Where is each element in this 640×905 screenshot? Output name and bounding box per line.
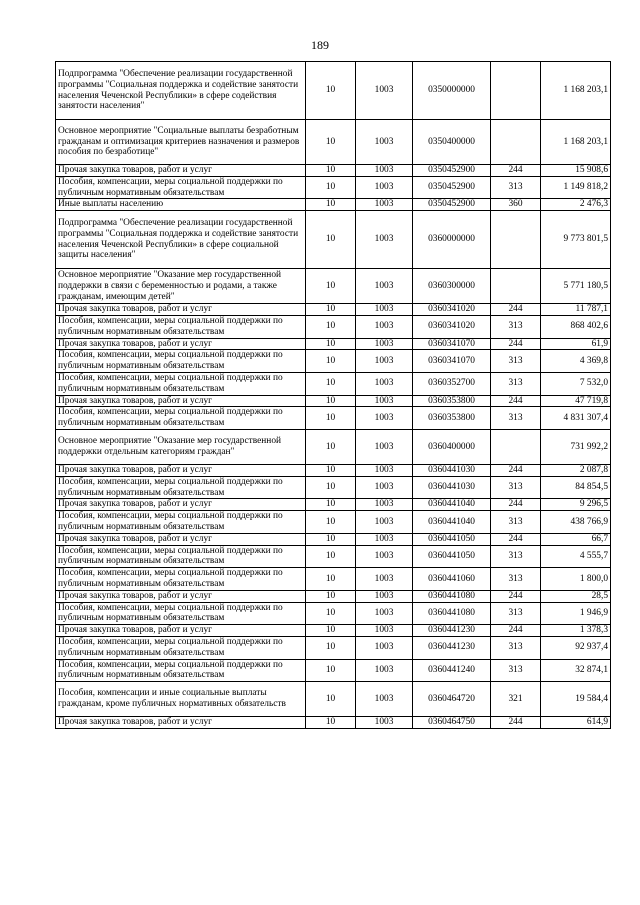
row-expense-type-cell: 244 [491, 338, 541, 350]
row-subsection-cell: 1003 [356, 395, 413, 407]
row-expense-type-cell: 313 [491, 602, 541, 625]
row-name-cell: Прочая закупка товаров, работ и услуг [56, 533, 306, 545]
row-subsection-cell: 1003 [356, 176, 413, 199]
row-subsection-cell: 1003 [356, 511, 413, 534]
row-section-cell: 10 [306, 476, 356, 499]
row-target-article-cell: 0360441230 [413, 625, 491, 637]
row-section-cell: 10 [306, 625, 356, 637]
row-target-article-cell: 0360441040 [413, 511, 491, 534]
row-target-article-cell: 0360341070 [413, 350, 491, 373]
row-amount-cell: 66,7 [541, 533, 611, 545]
row-amount-cell: 1 168 203,1 [541, 62, 611, 120]
row-target-article-cell: 0360464750 [413, 717, 491, 729]
row-section-cell: 10 [306, 545, 356, 568]
row-target-article-cell: 0360441080 [413, 602, 491, 625]
row-expense-type-cell: 360 [491, 199, 541, 211]
row-expense-type-cell [491, 120, 541, 165]
table-row [56, 211, 611, 269]
row-subsection-cell: 1003 [356, 476, 413, 499]
row-amount-cell: 15 908,6 [541, 165, 611, 177]
row-target-article-cell: 0350452900 [413, 176, 491, 199]
row-name-cell: Прочая закупка товаров, работ и услуг [56, 464, 306, 476]
row-section-cell: 10 [306, 464, 356, 476]
page-number: 189 [311, 38, 329, 52]
row-name-cell: Пособия, компенсации, меры социальной поддержки по публичным нормативным обязательствам [56, 176, 306, 199]
table-row [56, 476, 611, 499]
table-row [56, 407, 611, 430]
table-row [56, 533, 611, 545]
row-target-article-cell: 0350452900 [413, 165, 491, 177]
row-expense-type-cell [491, 62, 541, 120]
row-amount-cell: 92 937,4 [541, 636, 611, 659]
row-name-cell: Пособия, компенсации, меры социальной поддержки по публичным нормативным обязательствам [56, 602, 306, 625]
row-name-cell: Пособия, компенсации и иные социальные выплаты гражданам, кроме публичных нормативных обязательств [56, 682, 306, 717]
row-expense-type-cell: 313 [491, 545, 541, 568]
budget-table-body [56, 62, 611, 729]
row-name-cell: Прочая закупка товаров, работ и услуг [56, 499, 306, 511]
row-subsection-cell: 1003 [356, 545, 413, 568]
row-target-article-cell: 0350000000 [413, 62, 491, 120]
row-section-cell: 10 [306, 176, 356, 199]
row-amount-cell: 84 854,5 [541, 476, 611, 499]
row-subsection-cell: 1003 [356, 350, 413, 373]
row-target-article-cell: 0360353800 [413, 407, 491, 430]
row-subsection-cell: 1003 [356, 533, 413, 545]
row-section-cell: 10 [306, 338, 356, 350]
table-row [56, 372, 611, 395]
row-amount-cell: 47 719,8 [541, 395, 611, 407]
row-target-article-cell: 0360441230 [413, 636, 491, 659]
row-section-cell: 10 [306, 372, 356, 395]
row-amount-cell: 1 800,0 [541, 568, 611, 591]
row-section-cell: 10 [306, 590, 356, 602]
row-name-cell: Пособия, компенсации, меры социальной поддержки по публичным нормативным обязательствам [56, 372, 306, 395]
row-subsection-cell: 1003 [356, 165, 413, 177]
row-target-article-cell: 0360341020 [413, 315, 491, 338]
row-subsection-cell: 1003 [356, 717, 413, 729]
row-subsection-cell: 1003 [356, 602, 413, 625]
row-section-cell: 10 [306, 269, 356, 304]
row-target-article-cell: 0360400000 [413, 429, 491, 464]
row-target-article-cell: 0360441030 [413, 476, 491, 499]
row-amount-cell: 61,9 [541, 338, 611, 350]
row-name-cell: Пособия, компенсации, меры социальной поддержки по публичным нормативным обязательствам [56, 659, 306, 682]
row-amount-cell: 438 766,9 [541, 511, 611, 534]
table-row [56, 165, 611, 177]
row-section-cell: 10 [306, 407, 356, 430]
row-section-cell: 10 [306, 315, 356, 338]
row-section-cell: 10 [306, 659, 356, 682]
table-row [56, 315, 611, 338]
table-row [56, 120, 611, 165]
row-amount-cell: 2 087,8 [541, 464, 611, 476]
row-subsection-cell: 1003 [356, 407, 413, 430]
row-expense-type-cell: 313 [491, 568, 541, 591]
row-expense-type-cell: 244 [491, 464, 541, 476]
row-expense-type-cell: 244 [491, 499, 541, 511]
row-amount-cell: 1 946,9 [541, 602, 611, 625]
row-amount-cell: 868 402,6 [541, 315, 611, 338]
row-subsection-cell: 1003 [356, 338, 413, 350]
row-name-cell: Основное мероприятие "Оказание мер государственной поддержки отдельным категориям граждан" [56, 429, 306, 464]
row-amount-cell: 1 168 203,1 [541, 120, 611, 165]
row-target-article-cell: 0360441030 [413, 464, 491, 476]
row-subsection-cell: 1003 [356, 304, 413, 316]
row-section-cell: 10 [306, 211, 356, 269]
row-subsection-cell: 1003 [356, 120, 413, 165]
row-amount-cell: 19 584,4 [541, 682, 611, 717]
row-subsection-cell: 1003 [356, 590, 413, 602]
budget-table [55, 61, 611, 729]
row-expense-type-cell: 313 [491, 350, 541, 373]
row-section-cell: 10 [306, 199, 356, 211]
row-name-cell: Основное мероприятие "Социальные выплаты безработным гражданам и оптимизация критериев назначения и размеров пособия по безработице" [56, 120, 306, 165]
row-name-cell: Прочая закупка товаров, работ и услуг [56, 338, 306, 350]
row-amount-cell: 4 369,8 [541, 350, 611, 373]
row-expense-type-cell: 244 [491, 304, 541, 316]
table-row [56, 625, 611, 637]
row-expense-type-cell: 313 [491, 176, 541, 199]
table-row [56, 176, 611, 199]
row-expense-type-cell: 313 [491, 407, 541, 430]
row-target-article-cell: 0350452900 [413, 199, 491, 211]
table-row [56, 338, 611, 350]
row-expense-type-cell [491, 269, 541, 304]
row-target-article-cell: 0360000000 [413, 211, 491, 269]
row-name-cell: Пособия, компенсации, меры социальной поддержки по публичным нормативным обязательствам [56, 545, 306, 568]
row-name-cell: Иные выплаты населению [56, 199, 306, 211]
row-name-cell: Пособия, компенсации, меры социальной поддержки по публичным нормативным обязательствам [56, 476, 306, 499]
row-amount-cell: 614,9 [541, 717, 611, 729]
row-subsection-cell: 1003 [356, 315, 413, 338]
row-section-cell: 10 [306, 62, 356, 120]
row-target-article-cell: 0360441240 [413, 659, 491, 682]
row-amount-cell: 4 831 307,4 [541, 407, 611, 430]
row-expense-type-cell: 321 [491, 682, 541, 717]
table-row [56, 659, 611, 682]
row-subsection-cell: 1003 [356, 682, 413, 717]
row-name-cell: Прочая закупка товаров, работ и услуг [56, 717, 306, 729]
row-name-cell: Пособия, компенсации, меры социальной поддержки по публичным нормативным обязательствам [56, 568, 306, 591]
table-row [56, 395, 611, 407]
row-target-article-cell: 0360353800 [413, 395, 491, 407]
row-name-cell: Пособия, компенсации, меры социальной поддержки по публичным нормативным обязательствам [56, 636, 306, 659]
table-row [56, 304, 611, 316]
row-section-cell: 10 [306, 568, 356, 591]
row-section-cell: 10 [306, 304, 356, 316]
row-subsection-cell: 1003 [356, 429, 413, 464]
row-section-cell: 10 [306, 499, 356, 511]
row-name-cell: Прочая закупка товаров, работ и услуг [56, 625, 306, 637]
table-row [56, 568, 611, 591]
row-expense-type-cell: 313 [491, 476, 541, 499]
row-target-article-cell: 0360441040 [413, 499, 491, 511]
row-expense-type-cell: 313 [491, 372, 541, 395]
row-section-cell: 10 [306, 717, 356, 729]
row-subsection-cell: 1003 [356, 625, 413, 637]
row-amount-cell: 5 771 180,5 [541, 269, 611, 304]
row-expense-type-cell: 244 [491, 717, 541, 729]
row-name-cell: Пособия, компенсации, меры социальной поддержки по публичным нормативным обязательствам [56, 315, 306, 338]
row-target-article-cell: 0360441050 [413, 545, 491, 568]
table-row [56, 511, 611, 534]
row-expense-type-cell: 313 [491, 315, 541, 338]
table-row [56, 545, 611, 568]
table-row [56, 350, 611, 373]
table-row [56, 590, 611, 602]
row-name-cell: Прочая закупка товаров, работ и услуг [56, 165, 306, 177]
table-row [56, 499, 611, 511]
row-expense-type-cell: 244 [491, 165, 541, 177]
row-subsection-cell: 1003 [356, 636, 413, 659]
row-expense-type-cell: 244 [491, 395, 541, 407]
table-row [56, 62, 611, 120]
row-subsection-cell: 1003 [356, 372, 413, 395]
row-subsection-cell: 1003 [356, 199, 413, 211]
row-name-cell: Прочая закупка товаров, работ и услуг [56, 590, 306, 602]
table-row [56, 682, 611, 717]
row-section-cell: 10 [306, 636, 356, 659]
row-expense-type-cell [491, 429, 541, 464]
row-section-cell: 10 [306, 165, 356, 177]
row-target-article-cell: 0360441050 [413, 533, 491, 545]
table-row [56, 602, 611, 625]
row-amount-cell: 9 773 801,5 [541, 211, 611, 269]
row-section-cell: 10 [306, 682, 356, 717]
row-subsection-cell: 1003 [356, 499, 413, 511]
row-subsection-cell: 1003 [356, 659, 413, 682]
table-row [56, 269, 611, 304]
row-section-cell: 10 [306, 395, 356, 407]
row-target-article-cell: 0360352700 [413, 372, 491, 395]
row-target-article-cell: 0350400000 [413, 120, 491, 165]
row-amount-cell: 28,5 [541, 590, 611, 602]
row-section-cell: 10 [306, 533, 356, 545]
row-target-article-cell: 0360341020 [413, 304, 491, 316]
row-target-article-cell: 0360300000 [413, 269, 491, 304]
row-expense-type-cell [491, 211, 541, 269]
row-section-cell: 10 [306, 429, 356, 464]
row-section-cell: 10 [306, 511, 356, 534]
row-amount-cell: 1 149 818,2 [541, 176, 611, 199]
row-expense-type-cell: 313 [491, 636, 541, 659]
table-row [56, 464, 611, 476]
row-name-cell: Пособия, компенсации, меры социальной поддержки по публичным нормативным обязательствам [56, 511, 306, 534]
table-row [56, 199, 611, 211]
row-section-cell: 10 [306, 120, 356, 165]
row-name-cell: Пособия, компенсации, меры социальной поддержки по публичным нормативным обязательствам [56, 350, 306, 373]
row-subsection-cell: 1003 [356, 464, 413, 476]
table-row [56, 429, 611, 464]
row-target-article-cell: 0360464720 [413, 682, 491, 717]
row-target-article-cell: 0360441080 [413, 590, 491, 602]
row-section-cell: 10 [306, 602, 356, 625]
row-expense-type-cell: 313 [491, 659, 541, 682]
row-amount-cell: 1 378,3 [541, 625, 611, 637]
row-amount-cell: 4 555,7 [541, 545, 611, 568]
row-name-cell: Прочая закупка товаров, работ и услуг [56, 395, 306, 407]
row-amount-cell: 2 476,3 [541, 199, 611, 211]
table-row [56, 636, 611, 659]
row-amount-cell: 7 532,0 [541, 372, 611, 395]
row-amount-cell: 9 296,5 [541, 499, 611, 511]
row-subsection-cell: 1003 [356, 568, 413, 591]
row-amount-cell: 11 787,1 [541, 304, 611, 316]
row-expense-type-cell: 313 [491, 511, 541, 534]
row-subsection-cell: 1003 [356, 62, 413, 120]
row-amount-cell: 32 874,1 [541, 659, 611, 682]
row-name-cell: Подпрограмма "Обеспечение реализации государственной программы "Социальная поддержка и содействие занятости населения Чеченской Республики» в сфере содействия занятости населения" [56, 62, 306, 120]
row-name-cell: Подпрограмма "Обеспечение реализации государственной программы "Социальная поддержка и содействие занятости населения Чеченской Республики» в сфере социальной защиты населения" [56, 211, 306, 269]
row-subsection-cell: 1003 [356, 269, 413, 304]
row-expense-type-cell: 244 [491, 590, 541, 602]
row-name-cell: Прочая закупка товаров, работ и услуг [56, 304, 306, 316]
row-section-cell: 10 [306, 350, 356, 373]
table-row [56, 717, 611, 729]
row-name-cell: Основное мероприятие "Оказание мер государственной поддержки в связи с беременностью и родами, а также гражданам, имеющим детей" [56, 269, 306, 304]
row-subsection-cell: 1003 [356, 211, 413, 269]
row-name-cell: Пособия, компенсации, меры социальной поддержки по публичным нормативным обязательствам [56, 407, 306, 430]
row-amount-cell: 731 992,2 [541, 429, 611, 464]
row-expense-type-cell: 244 [491, 533, 541, 545]
row-target-article-cell: 0360441060 [413, 568, 491, 591]
row-expense-type-cell: 244 [491, 625, 541, 637]
row-target-article-cell: 0360341070 [413, 338, 491, 350]
